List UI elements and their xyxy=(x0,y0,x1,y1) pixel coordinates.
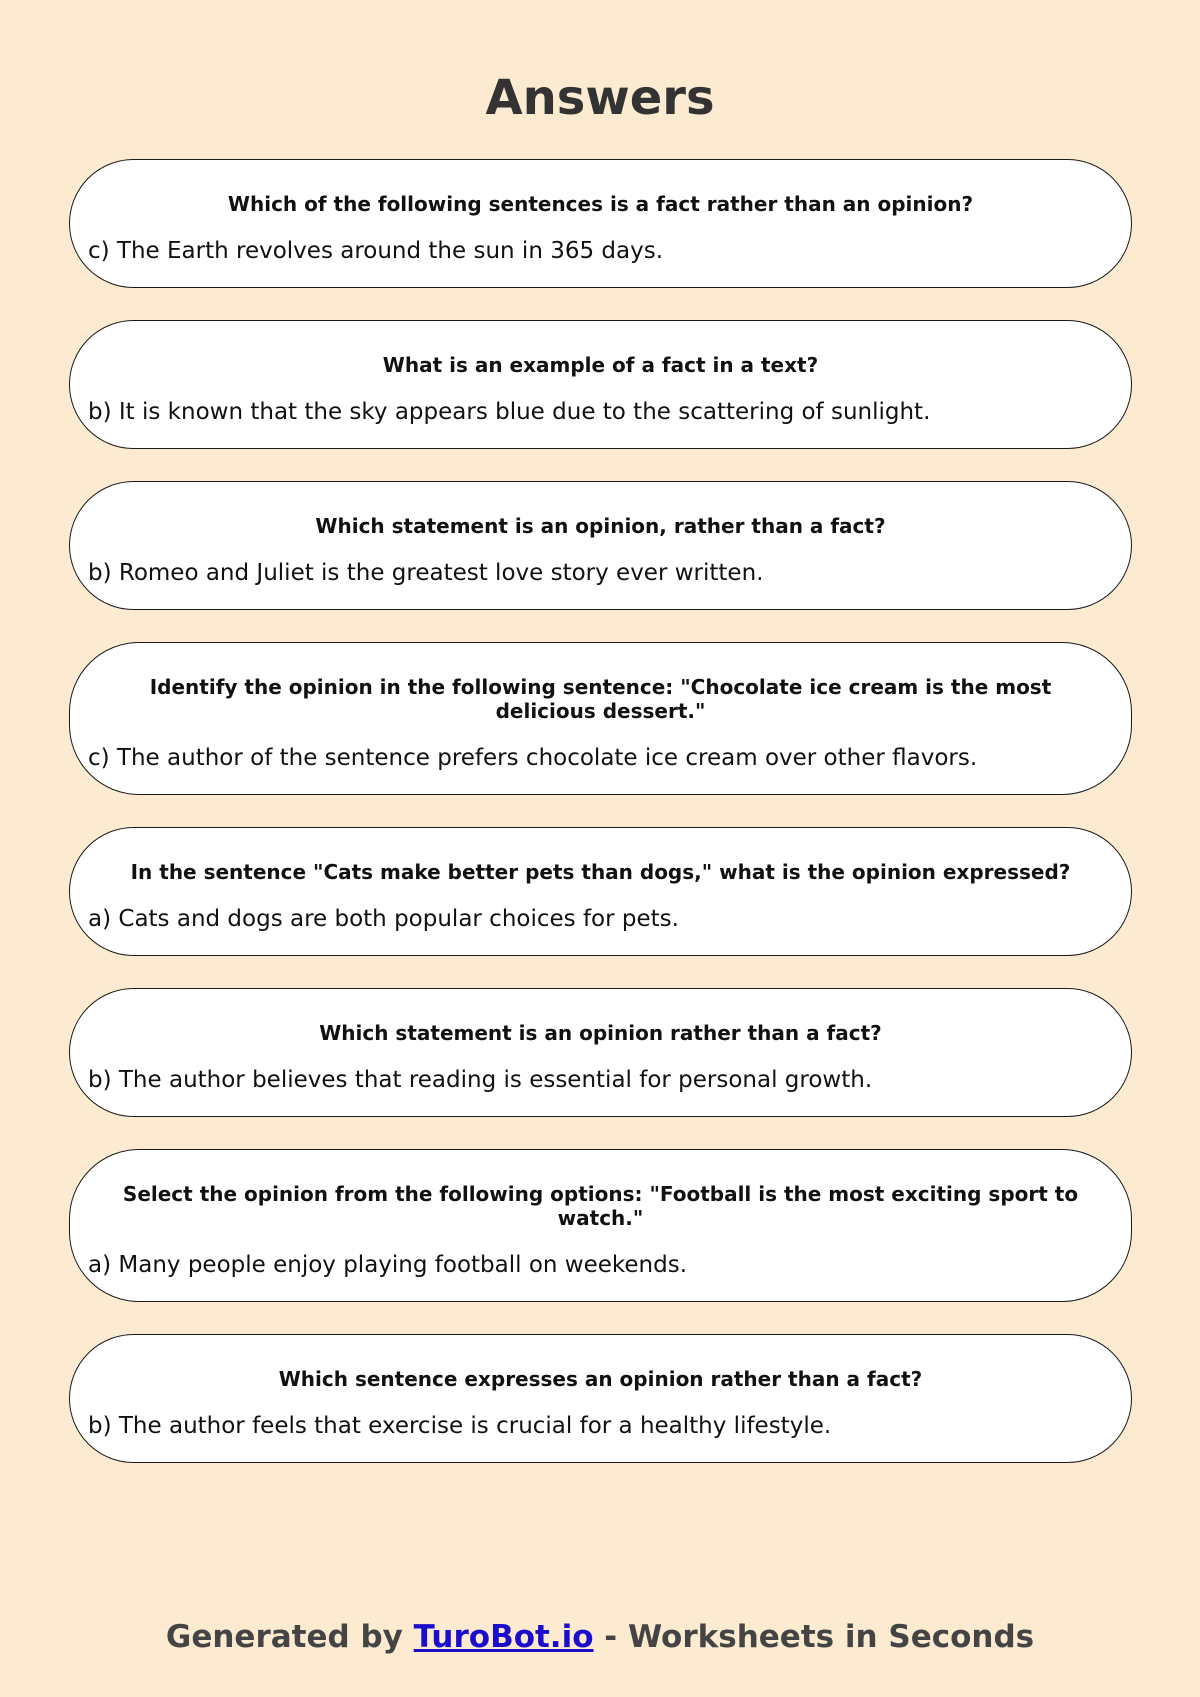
answer-card xyxy=(69,1334,1132,1463)
answer-card xyxy=(69,827,1132,956)
answer-card xyxy=(69,1149,1132,1302)
answer-card xyxy=(69,159,1132,288)
question-text: Which of the following sentences is a fact rather than an opinion? xyxy=(227,192,974,216)
question-text: Which sentence expresses an opinion rather than a fact? xyxy=(278,1367,923,1391)
question-text: In the sentence "Cats make better pets than dogs," what is the opinion expressed? xyxy=(130,860,1071,884)
answer-card xyxy=(69,988,1132,1117)
footer xyxy=(0,1617,1200,1657)
footer-prefix: Generated by xyxy=(165,1619,414,1655)
answer-list xyxy=(69,159,1132,1495)
question-text: What is an example of a fact in a text? xyxy=(382,353,819,377)
answer-text: c) The author of the sentence prefers chocolate ice cream over other flavors. xyxy=(88,745,978,771)
answer-card xyxy=(69,481,1132,610)
question-text: Which statement is an opinion, rather than a fact? xyxy=(315,514,886,538)
page-title: Answers xyxy=(485,70,715,126)
question-text: Identify the opinion in the following sentence: "Chocolate ice cream is the most delicious dessert." xyxy=(149,675,1052,723)
answer-text: b) Romeo and Juliet is the greatest love story ever written. xyxy=(88,560,764,586)
answer-text: c) The Earth revolves around the sun in 365 days. xyxy=(88,238,664,264)
answer-text: b) The author believes that reading is essential for personal growth. xyxy=(88,1067,873,1093)
answer-text: a) Many people enjoy playing football on weekends. xyxy=(88,1252,688,1278)
question-text: Select the opinion from the following options: "Football is the most exciting sport to watch." xyxy=(122,1182,1079,1230)
answer-text: b) The author feels that exercise is crucial for a healthy lifestyle. xyxy=(88,1413,832,1439)
turobot-link[interactable]: TuroBot.io xyxy=(413,1619,594,1655)
answer-card xyxy=(69,642,1132,795)
answer-text: b) It is known that the sky appears blue due to the scattering of sunlight. xyxy=(88,399,931,425)
question-text: Which statement is an opinion rather than a fact? xyxy=(319,1021,882,1045)
answer-text: a) Cats and dogs are both popular choices for pets. xyxy=(88,906,679,932)
footer-suffix: - Worksheets in Seconds xyxy=(593,1619,1035,1655)
answer-card xyxy=(69,320,1132,449)
